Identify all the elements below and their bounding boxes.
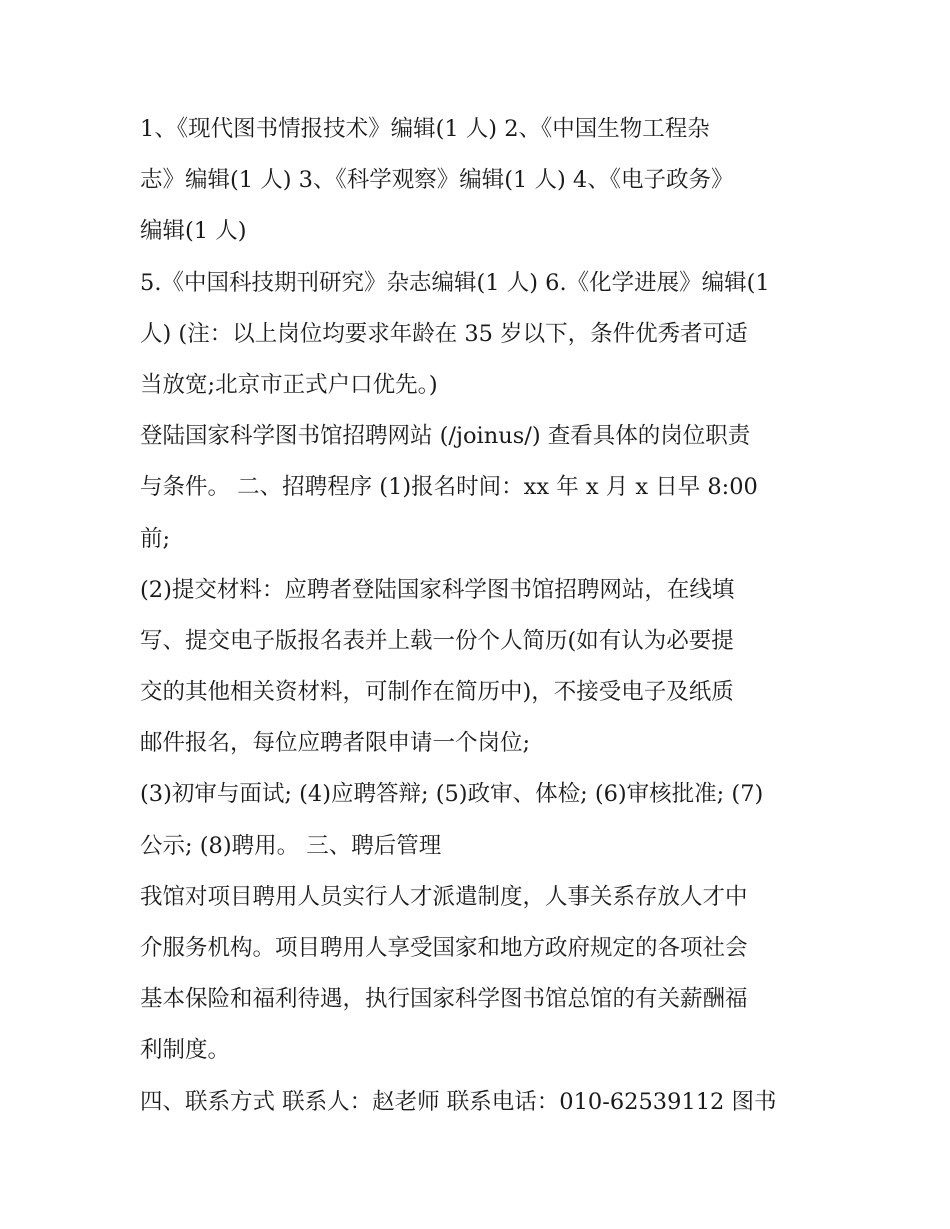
text-line: (3)初审与面试; (4)应聘答辩; (5)政审、体检; (6)审核批准; (7)	[140, 781, 764, 808]
paragraph-post-hire-management	[140, 872, 820, 1077]
text-line: 与条件。 二、招聘程序 (1)报名时间：xx 年 x 月 x 日早 8:00	[140, 474, 758, 501]
text-line: 编辑(1 人)	[140, 218, 247, 245]
paragraph-positions-5-6	[140, 258, 820, 412]
text-line: 登陆国家科学图书馆招聘网站 (/joinus/) 查看具体的岗位职责	[140, 423, 751, 450]
paragraph-submit-materials	[140, 565, 820, 770]
text-line: 1、《现代图书情报技术》编辑(1 人) 2、《中国生物工程杂	[140, 116, 710, 142]
document-body	[140, 104, 820, 1128]
paragraph-positions-1-4	[140, 104, 820, 258]
text-line: 志》编辑(1 人) 3、《科学观察》编辑(1 人) 4、《电子政务》	[140, 167, 734, 194]
text-line: 写、提交电子版报名表并上载一份个人简历(如有认为必要提	[140, 627, 734, 654]
text-line: 四、联系方式 联系人：赵老师 联系电话：010-62539112 图书	[140, 1088, 777, 1115]
paragraph-recruitment-procedure	[140, 411, 820, 565]
text-line: (2)提交材料：应聘者登陆国家科学图书馆招聘网站，在线填	[140, 576, 735, 603]
text-line: 当放宽;北京市正式户口优先。)	[140, 371, 438, 398]
paragraph-review-steps	[140, 769, 820, 871]
paragraph-contact-info	[140, 1077, 820, 1128]
text-line: 利制度。	[140, 1037, 231, 1064]
text-line: 交的其他相关资材料，可制作在简历中)，不接受电子及纸质	[140, 679, 734, 706]
text-line: 5.《中国科技期刊研究》杂志编辑(1 人) 6.《化学进展》编辑(1	[140, 269, 770, 296]
text-line: 基本保险和福利待遇，执行国家科学图书馆总馆的有关薪酬福	[140, 986, 748, 1013]
text-line: 邮件报名，每位应聘者限申请一个岗位;	[140, 730, 531, 757]
text-line: 人) (注：以上岗位均要求年龄在 35 岁以下，条件优秀者可适	[140, 320, 748, 347]
text-line: 介服务机构。项目聘用人享受国家和地方政府规定的各项社会	[140, 935, 748, 961]
text-line: 公示; (8)聘用。 三、聘后管理	[140, 832, 442, 859]
text-line: 前;	[140, 525, 171, 552]
text-line: 我馆对项目聘用人员实行人才派遣制度，人事关系存放人才中	[140, 883, 748, 910]
